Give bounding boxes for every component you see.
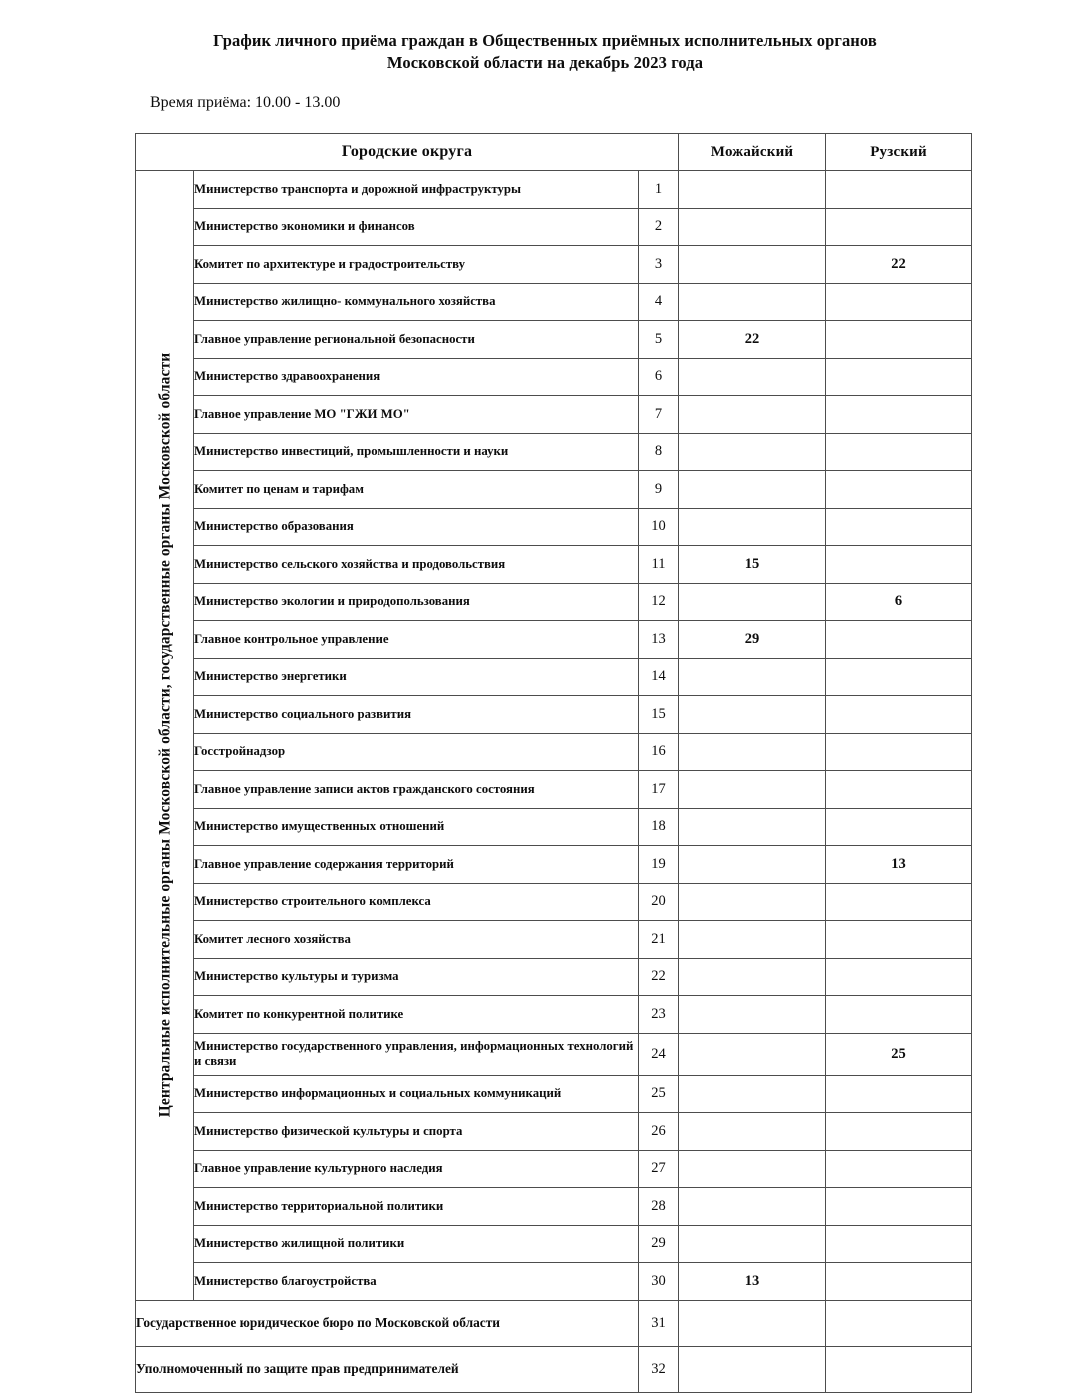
table-row: [136, 1263, 972, 1301]
cell-row-number: 31: [639, 1300, 679, 1346]
cell-row-number: 26: [639, 1113, 679, 1151]
cell-value-ruzsky: [826, 1225, 972, 1263]
cell-row-number: 1: [639, 171, 679, 209]
cell-row-number: 28: [639, 1188, 679, 1226]
table-row: [136, 1188, 972, 1226]
cell-value-mozhaysky: [679, 1075, 826, 1113]
cell-value-ruzsky: 22: [826, 246, 972, 284]
cell-row-number: 13: [639, 621, 679, 659]
cell-value-ruzsky: [826, 883, 972, 921]
cell-value-mozhaysky: [679, 246, 826, 284]
cell-organization-name: Главное управление содержания территорий: [194, 846, 639, 884]
cell-organization-name: Министерство физической культуры и спорта: [194, 1113, 639, 1151]
cell-row-number: 17: [639, 771, 679, 809]
cell-value-mozhaysky: [679, 171, 826, 209]
table-row: [136, 321, 972, 359]
cell-value-mozhaysky: [679, 696, 826, 734]
cell-organization-name: Главное управление МО "ГЖИ МО": [194, 396, 639, 434]
cell-value-mozhaysky: [679, 1150, 826, 1188]
cell-value-ruzsky: [826, 396, 972, 434]
cell-organization-name: Министерство экологии и природопользования: [194, 583, 639, 621]
cell-value-mozhaysky: [679, 1033, 826, 1075]
cell-value-mozhaysky: [679, 396, 826, 434]
cell-value-mozhaysky: [679, 658, 826, 696]
cell-organization-name: Министерство энергетики: [194, 658, 639, 696]
table-row: [136, 1225, 972, 1263]
header-cell-mozhaysky: Можайский: [679, 134, 826, 171]
cell-value-ruzsky: [826, 321, 972, 359]
side-vertical-label-cell: [136, 171, 194, 1301]
document-title-line-2: Московской области на декабрь 2023 года: [386, 53, 704, 72]
table-row: [136, 1150, 972, 1188]
cell-row-number: 19: [639, 846, 679, 884]
cell-row-number: 5: [639, 321, 679, 359]
cell-value-mozhaysky: [679, 883, 826, 921]
cell-value-mozhaysky: [679, 208, 826, 246]
cell-row-number: 21: [639, 921, 679, 959]
cell-row-number: 6: [639, 358, 679, 396]
cell-row-number: 30: [639, 1263, 679, 1301]
cell-row-number: 4: [639, 283, 679, 321]
cell-organization-name: Министерство имущественных отношений: [194, 808, 639, 846]
table-row: [136, 771, 972, 809]
table-row: [136, 1113, 972, 1151]
cell-value-ruzsky: [826, 1113, 972, 1151]
cell-value-mozhaysky: [679, 846, 826, 884]
cell-value-ruzsky: [826, 508, 972, 546]
cell-organization-name: Министерство территориальной политики: [194, 1188, 639, 1226]
table-row: [136, 958, 972, 996]
reception-time-label: Время приёма: 10.00 - 13.00: [150, 94, 341, 111]
table-header-row: [136, 134, 972, 171]
side-vertical-label-text: Центральные исполнительные органы Московской области, государственные органы Московской области: [155, 353, 173, 1118]
cell-value-ruzsky: [826, 1150, 972, 1188]
cell-value-mozhaysky: [679, 471, 826, 509]
table-row: [136, 508, 972, 546]
cell-row-number: 10: [639, 508, 679, 546]
cell-value-mozhaysky: [679, 771, 826, 809]
schedule-table-container: [135, 133, 971, 1393]
cell-value-ruzsky: [826, 808, 972, 846]
cell-organization-name: Министерство сельского хозяйства и продовольствия: [194, 546, 639, 584]
cell-organization-name: Министерство инвестиций, промышленности и науки: [194, 433, 639, 471]
cell-organization-name: Министерство жилищно- коммунального хозяйства: [194, 283, 639, 321]
cell-value-ruzsky: [826, 208, 972, 246]
cell-row-number: 3: [639, 246, 679, 284]
cell-value-ruzsky: 25: [826, 1033, 972, 1075]
cell-value-ruzsky: [826, 471, 972, 509]
cell-value-mozhaysky: [679, 921, 826, 959]
cell-organization-name: Министерство транспорта и дорожной инфраструктуры: [194, 171, 639, 209]
cell-value-ruzsky: [826, 621, 972, 659]
cell-organization-name: Главное управление культурного наследия: [194, 1150, 639, 1188]
cell-row-number: 24: [639, 1033, 679, 1075]
cell-value-ruzsky: [826, 546, 972, 584]
table-row: [136, 471, 972, 509]
cell-value-mozhaysky: [679, 358, 826, 396]
cell-row-number: 18: [639, 808, 679, 846]
cell-value-mozhaysky: [679, 583, 826, 621]
cell-row-number: 27: [639, 1150, 679, 1188]
cell-value-ruzsky: 6: [826, 583, 972, 621]
table-row: [136, 883, 972, 921]
header-cell-city-districts: Городские округа: [136, 134, 679, 171]
cell-value-ruzsky: 13: [826, 846, 972, 884]
cell-row-number: 15: [639, 696, 679, 734]
cell-row-number: 14: [639, 658, 679, 696]
cell-value-mozhaysky: 13: [679, 1263, 826, 1301]
table-row: [136, 246, 972, 284]
cell-row-number: 11: [639, 546, 679, 584]
document-title-line-1: График личного приёма граждан в Общественных приёмных исполнительных органов: [213, 31, 877, 50]
cell-organization-name: Государственное юридическое бюро по Московской области: [136, 1300, 639, 1346]
cell-organization-name: Министерство строительного комплекса: [194, 883, 639, 921]
table-row: [136, 583, 972, 621]
cell-value-mozhaysky: [679, 1188, 826, 1226]
table-row: [136, 996, 972, 1034]
cell-row-number: 7: [639, 396, 679, 434]
cell-value-mozhaysky: [679, 996, 826, 1034]
table-row: [136, 621, 972, 659]
cell-organization-name: Министерство благоустройства: [194, 1263, 639, 1301]
table-row: [136, 433, 972, 471]
cell-value-ruzsky: [826, 733, 972, 771]
cell-value-ruzsky: [826, 433, 972, 471]
cell-organization-name: Министерство экономики и финансов: [194, 208, 639, 246]
cell-row-number: 12: [639, 583, 679, 621]
cell-value-ruzsky: [826, 658, 972, 696]
cell-value-ruzsky: [826, 921, 972, 959]
cell-value-mozhaysky: [679, 433, 826, 471]
cell-row-number: 22: [639, 958, 679, 996]
cell-value-ruzsky: [826, 1075, 972, 1113]
cell-organization-name: Министерство образования: [194, 508, 639, 546]
cell-organization-name: Уполномоченный по защите прав предпринимателей: [136, 1346, 639, 1392]
cell-organization-name: Министерство государственного управления, информационных технологий и связи: [194, 1033, 639, 1075]
document-title: [150, 30, 940, 74]
table-row: [136, 658, 972, 696]
cell-row-number: 20: [639, 883, 679, 921]
cell-value-ruzsky: [826, 696, 972, 734]
cell-value-ruzsky: [826, 358, 972, 396]
cell-value-ruzsky: [826, 1263, 972, 1301]
cell-value-mozhaysky: [679, 1346, 826, 1392]
cell-row-number: 32: [639, 1346, 679, 1392]
cell-value-mozhaysky: [679, 1113, 826, 1151]
cell-value-ruzsky: [826, 1188, 972, 1226]
cell-value-mozhaysky: [679, 958, 826, 996]
cell-value-mozhaysky: 22: [679, 321, 826, 359]
cell-value-mozhaysky: [679, 1225, 826, 1263]
cell-value-ruzsky: [826, 1300, 972, 1346]
table-row: [136, 208, 972, 246]
cell-organization-name: Министерство информационных и социальных коммуникаций: [194, 1075, 639, 1113]
table-row: [136, 358, 972, 396]
cell-organization-name: Министерство здравоохранения: [194, 358, 639, 396]
cell-organization-name: Госстройнадзор: [194, 733, 639, 771]
cell-row-number: 25: [639, 1075, 679, 1113]
cell-row-number: 23: [639, 996, 679, 1034]
cell-value-mozhaysky: [679, 1300, 826, 1346]
cell-organization-name: Главное контрольное управление: [194, 621, 639, 659]
table-row: [136, 696, 972, 734]
cell-value-ruzsky: [826, 958, 972, 996]
header-cell-ruzsky: Рузский: [826, 134, 972, 171]
table-row: [136, 1033, 972, 1075]
cell-value-mozhaysky: [679, 283, 826, 321]
cell-value-ruzsky: [826, 771, 972, 809]
cell-organization-name: Комитет по архитектуре и градостроительству: [194, 246, 639, 284]
table-row: [136, 396, 972, 434]
schedule-table: [135, 133, 972, 1393]
cell-organization-name: Главное управление региональной безопасности: [194, 321, 639, 359]
cell-organization-name: Комитет по конкурентной политике: [194, 996, 639, 1034]
table-row: [136, 1300, 972, 1346]
cell-organization-name: Министерство культуры и туризма: [194, 958, 639, 996]
cell-value-mozhaysky: 15: [679, 546, 826, 584]
cell-row-number: 2: [639, 208, 679, 246]
table-row: [136, 1346, 972, 1392]
cell-value-mozhaysky: 29: [679, 621, 826, 659]
cell-organization-name: Главное управление записи актов гражданского состояния: [194, 771, 639, 809]
cell-row-number: 16: [639, 733, 679, 771]
cell-row-number: 29: [639, 1225, 679, 1263]
table-row: [136, 171, 972, 209]
cell-organization-name: Министерство жилищной политики: [194, 1225, 639, 1263]
cell-organization-name: Министерство социального развития: [194, 696, 639, 734]
table-row: [136, 808, 972, 846]
table-row: [136, 846, 972, 884]
table-row: [136, 546, 972, 584]
cell-value-mozhaysky: [679, 733, 826, 771]
cell-row-number: 9: [639, 471, 679, 509]
table-row: [136, 921, 972, 959]
cell-value-ruzsky: [826, 996, 972, 1034]
cell-value-ruzsky: [826, 171, 972, 209]
table-row: [136, 733, 972, 771]
cell-value-ruzsky: [826, 283, 972, 321]
cell-value-mozhaysky: [679, 808, 826, 846]
cell-row-number: 8: [639, 433, 679, 471]
cell-value-ruzsky: [826, 1346, 972, 1392]
table-row: [136, 1075, 972, 1113]
cell-value-mozhaysky: [679, 508, 826, 546]
cell-organization-name: Комитет по ценам и тарифам: [194, 471, 639, 509]
table-row: [136, 283, 972, 321]
cell-organization-name: Комитет лесного хозяйства: [194, 921, 639, 959]
